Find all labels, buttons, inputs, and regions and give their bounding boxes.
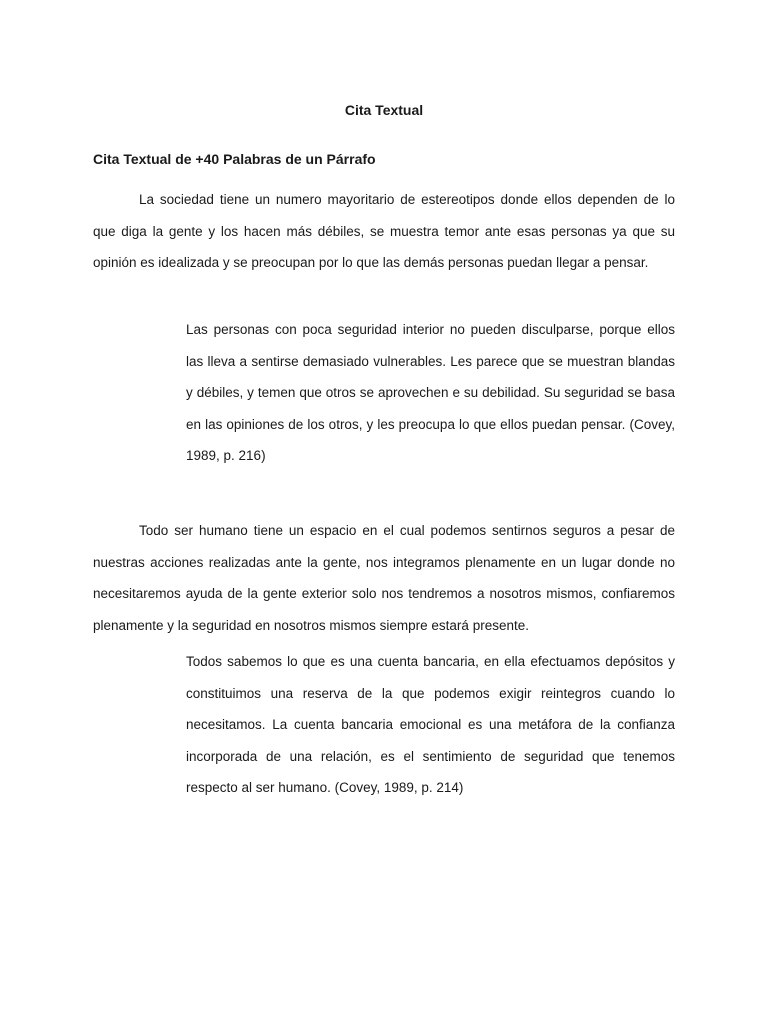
page-title: Cita Textual — [344, 102, 424, 118]
section-heading: Cita Textual de +40 Palabras de un Párrafo — [93, 151, 376, 167]
block-quote: Las personas con poca seguridad interior no pueden disculparse, porque ellos las lleva a sentirse demasiado vulnerables. Les parece que se muestran blandas y débiles, y temen que otros se aprovechen e su debilidad. Su seguridad se basa en las opiniones de los otros, y les preocupa lo que ellos puedan pensar. (Covey, 1989, p. 216) — [186, 322, 675, 463]
body-paragraph: Todo ser humano tiene un espacio en el cual podemos sentirnos seguros a pesar de nuestras acciones realizadas ante la gente, nos integramos plenamente en un lugar donde no necesitaremos ayuda de la gente exterior solo nos tendremos a nosotros mismos, confiaremos plenamente y la seguridad en nosotros mismos siempre estará presente. — [93, 523, 675, 633]
body-paragraph: La sociedad tiene un numero mayoritario de estereotipos donde ellos dependen de lo que diga la gente y los hacen más débiles, se muestra temor ante esas personas ya que su opinión es idealizada y se preocupan por lo que las demás personas puedan llegar a pensar. — [93, 192, 675, 270]
block-quote: Todos sabemos lo que es una cuenta bancaria, en ella efectuamos depósitos y constituimos una reserva de la que podemos exigir reintegros cuando lo necesitamos. La cuenta bancaria emocional es una metáfora de la confianza incorporada de una relación, es el sentimiento de seguridad que tenemos respecto al ser humano. (Covey, 1989, p. 214) — [186, 654, 675, 795]
